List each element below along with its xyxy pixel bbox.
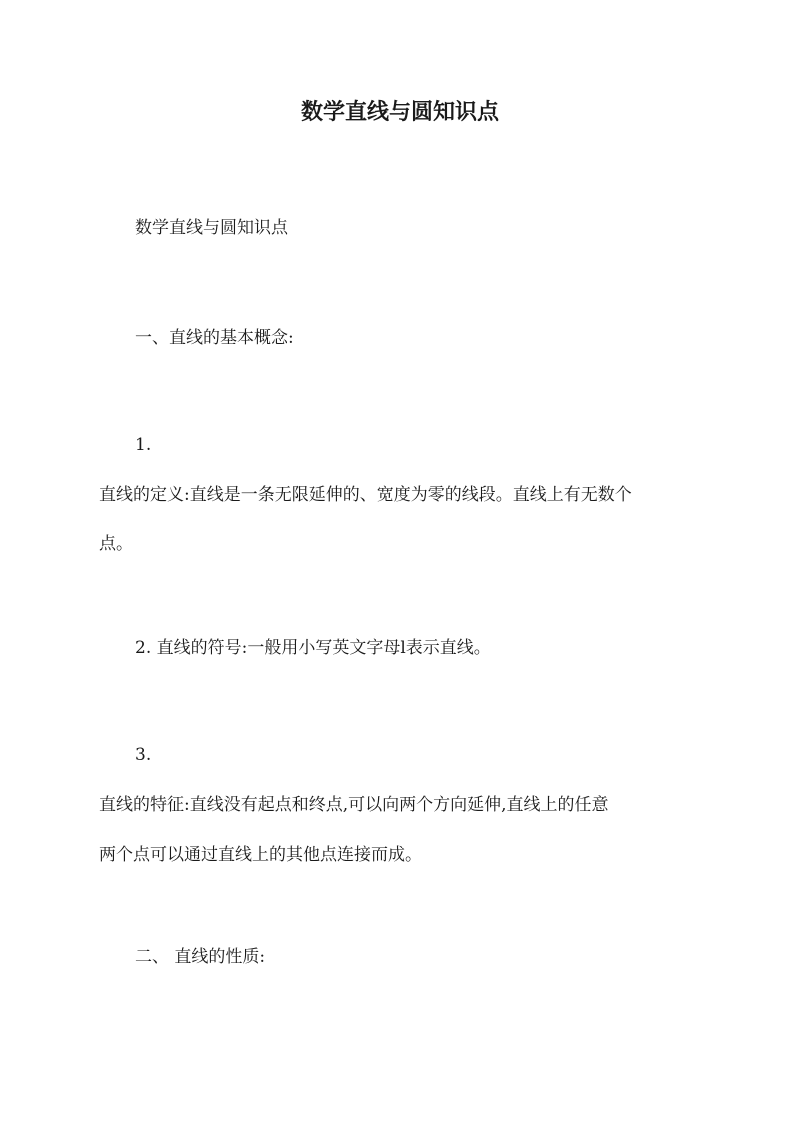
document-subtitle: 数学直线与圆知识点 <box>135 218 288 238</box>
item-number-1: 1. <box>135 435 152 455</box>
section-heading-properties: 二、 直线的性质: <box>135 947 266 967</box>
item-number-3: 3. <box>135 745 152 765</box>
item-1-text-line-1: 直线的定义:直线是一条无限延伸的、宽度为零的线段。直线上有无数个 <box>99 485 632 505</box>
item-3-text-line-2: 两个点可以通过直线上的其他点连接而成。 <box>99 845 422 865</box>
item-3-text-line-1: 直线的特征:直线没有起点和终点,可以向两个方向延伸,直线上的任意 <box>99 795 609 815</box>
document-title: 数学直线与圆知识点 <box>300 99 499 125</box>
section-heading-basic-concepts: 一、直线的基本概念: <box>135 328 294 348</box>
item-2-text: 2. 直线的符号:一般用小写英文字母l表示直线。 <box>135 638 491 658</box>
item-1-text-line-2: 点。 <box>99 534 133 554</box>
